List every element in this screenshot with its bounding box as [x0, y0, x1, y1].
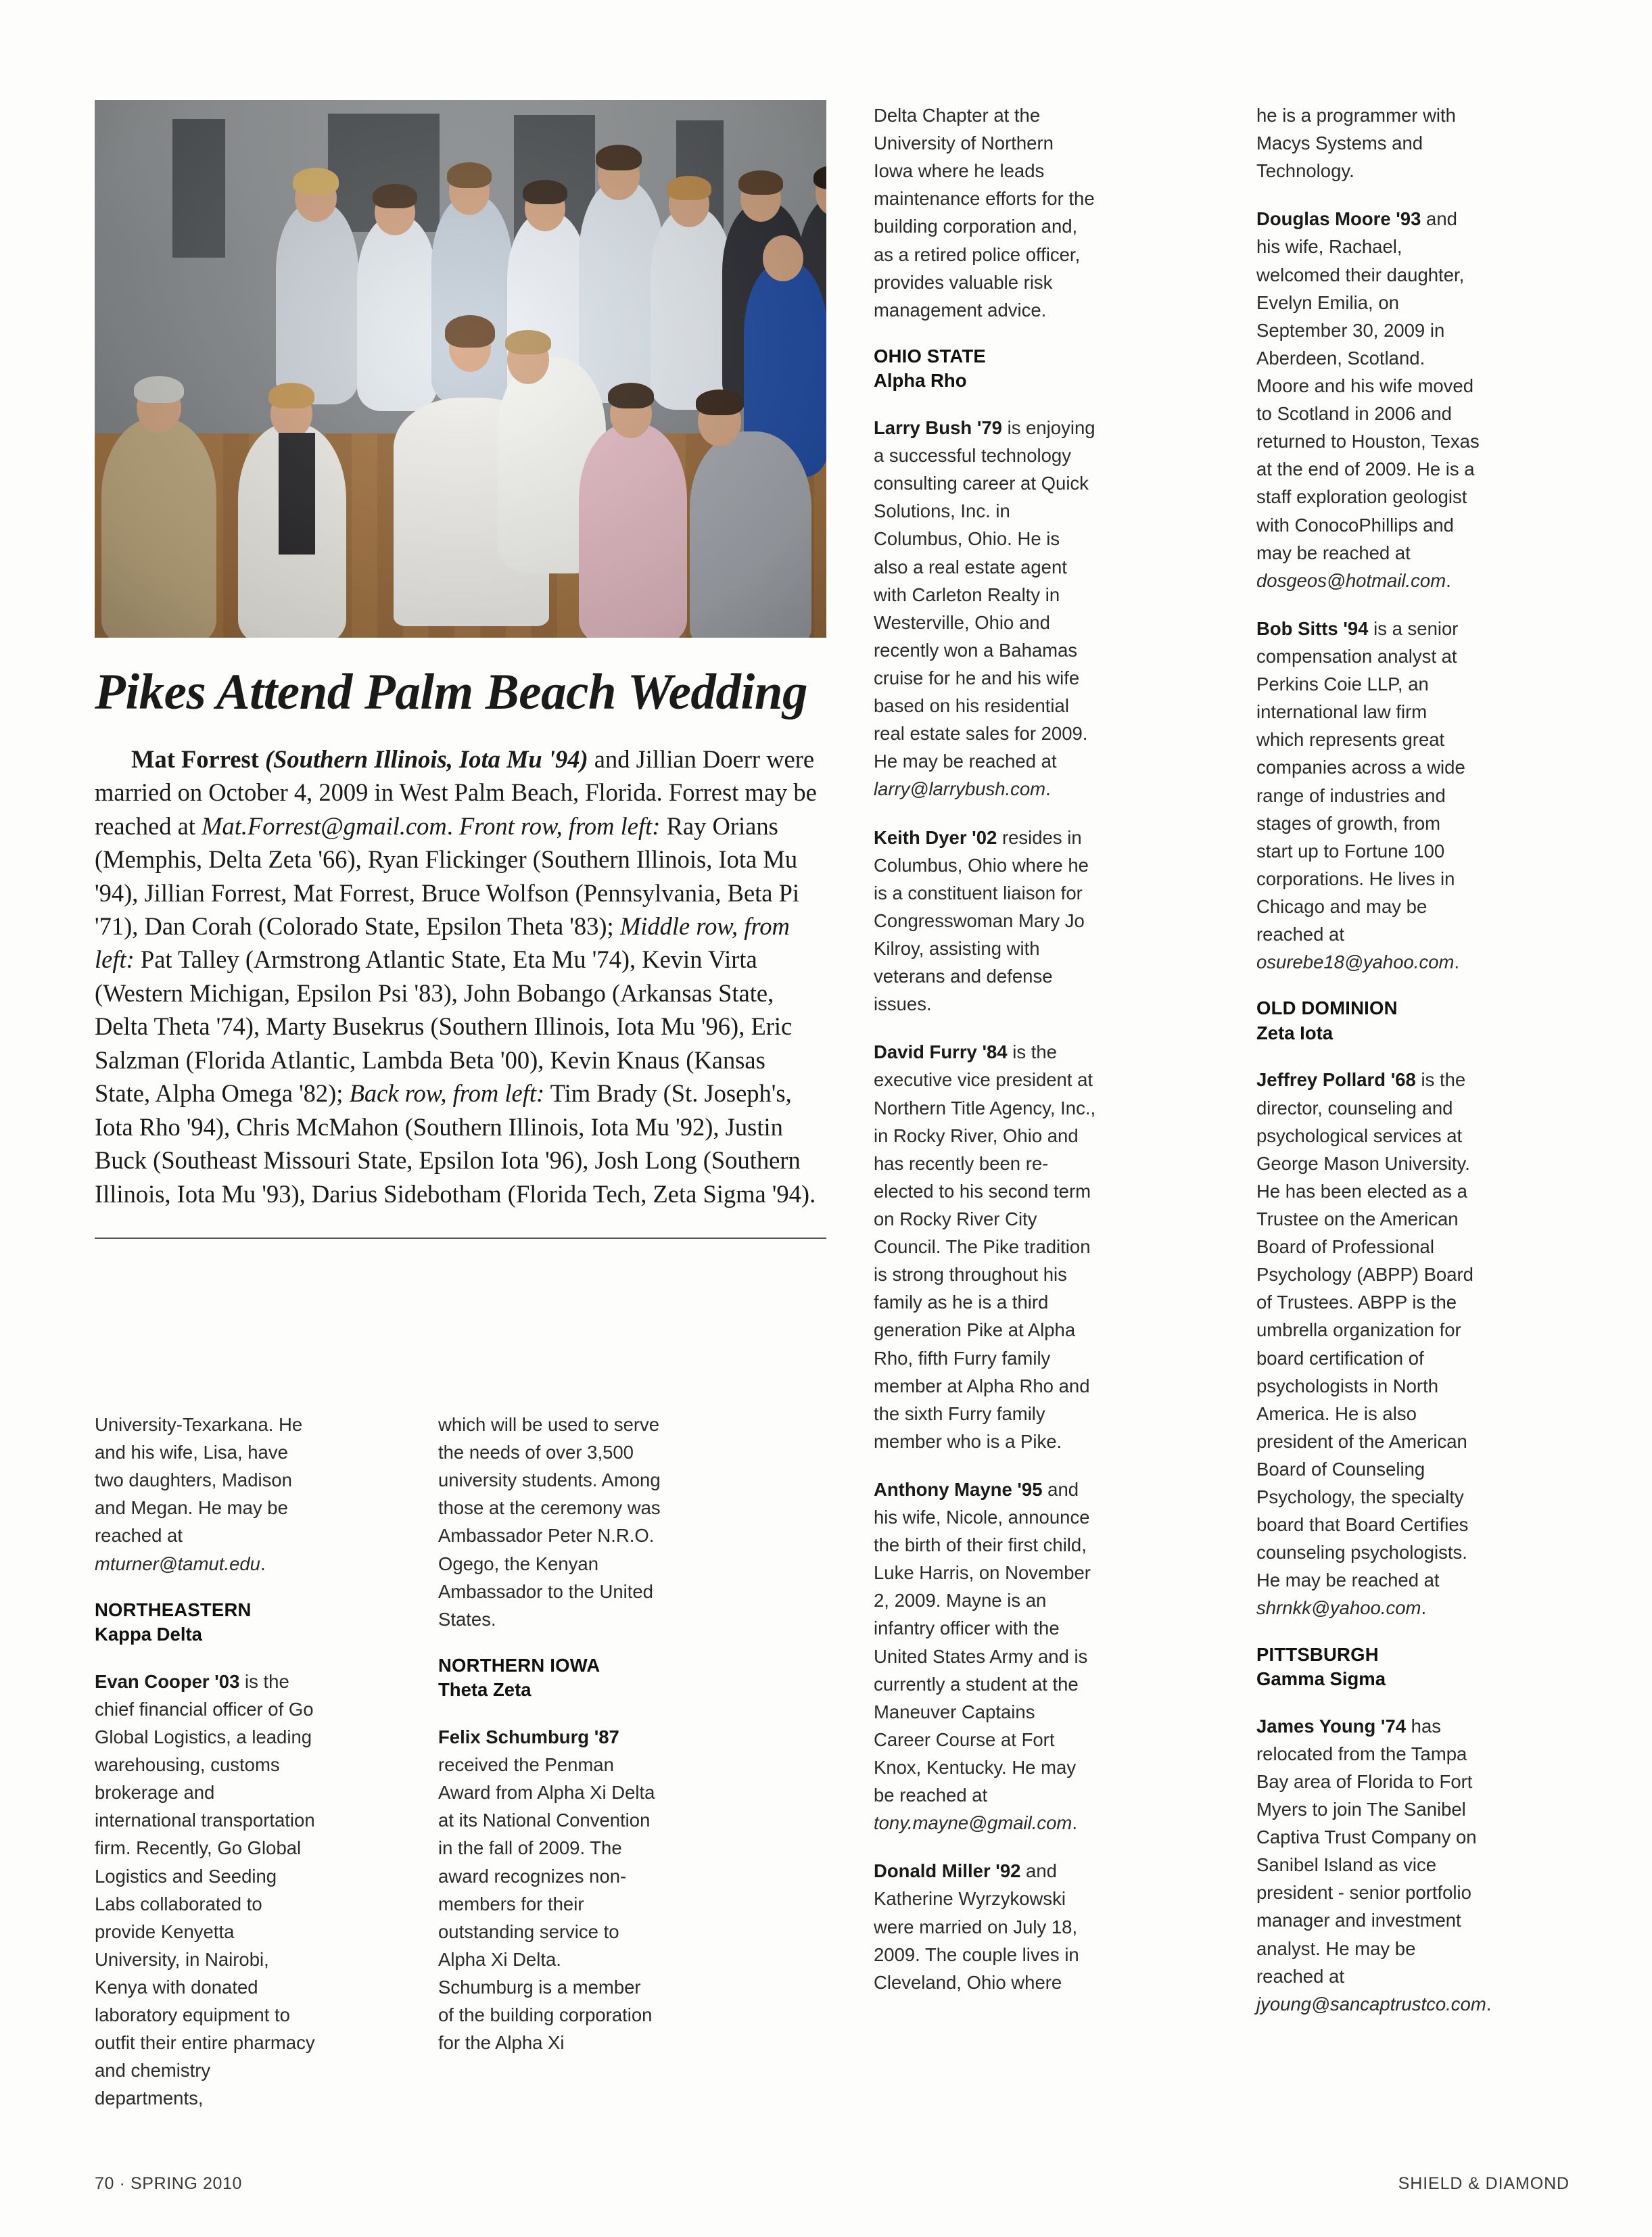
- feature-article: [95, 100, 826, 1239]
- section-divider: [95, 1238, 826, 1239]
- entry-jeffrey-pollard: [1256, 1066, 1480, 1622]
- caption-front-row-label: Front row, from left:: [459, 811, 661, 840]
- entry-name: Donald Miller '92: [874, 1860, 1021, 1882]
- chapter-greek: Zeta Iota: [1256, 1022, 1334, 1043]
- continuation-paragraph: he is a programmer with Macys Systems and Technology.: [1256, 105, 1456, 182]
- entry-donald-miller: [874, 1857, 1097, 1996]
- caption-back-row: Tim Brady (St. Joseph's, Iota Rho '94), Chris McMahon (Southern Illinois, Iota Mu '92), Justin Buck (Southeast Missouri State, Epsilon Iota '96), Josh Long (Southern Illinois, Iota Mu '93), Darius Sidebotham (Florida Tech, Zeta Sigma '94).: [95, 1079, 816, 1208]
- wedding-group-photo: [95, 100, 826, 638]
- entry-name: Felix Schumburg '87: [438, 1726, 619, 1747]
- entry-email: osurebe18@yahoo.com: [1256, 951, 1455, 973]
- entry-email: larry@larrybush.com: [874, 778, 1046, 800]
- continuation-email: mturner@tamut.edu: [95, 1553, 260, 1574]
- photo-vignette: [95, 100, 826, 638]
- chapter-school: NORTHEASTERN: [95, 1599, 252, 1620]
- entry-body: is a senior compensation analyst at Perkins Coie LLP, an international law firm which represents great companies across a wide range of industries and stages of growth, from start up to Fortune 100 corporations. He lives in Chicago and may be reached at: [1256, 617, 1465, 945]
- chapter-school: OHIO STATE: [874, 345, 986, 367]
- caption-lead-chapter: (Southern Illinois, Iota Mu '94): [264, 745, 588, 773]
- entry-anthony-mayne: [874, 1476, 1097, 1837]
- footer-publication: SHIELD & DIAMOND: [1398, 2174, 1570, 2193]
- continuation-paragraph: [95, 1411, 318, 1578]
- entry-name: Bob Sitts '94: [1256, 617, 1369, 639]
- column-two: [438, 1411, 661, 2056]
- entry-body: resides in Columbus, Ohio where he is a constituent liaison for Congresswoman Mary Jo Kilroy, assisting with veterans and defense issues.: [874, 826, 1089, 1015]
- entry-bob-sitts: [1256, 615, 1480, 976]
- entry-name: Jeffrey Pollard '68: [1256, 1069, 1416, 1091]
- entry-email: shrnkk@yahoo.com: [1256, 1597, 1421, 1619]
- footer-page-number: 70 · SPRING 2010: [95, 2174, 243, 2193]
- entry-body: received the Penman Award from Alpha Xi Delta at its National Convention in the fall of 2009. The award recognizes non-members for their outstanding service to Alpha Xi Delta. Schumburg is a member of the building corporation for the Alpha Xi: [438, 1754, 655, 2054]
- caption-lead-rest: and Jillian Doerr were married on October 4, 2009 in West Palm Beach, Florida. Forrest may be reached at: [95, 745, 817, 840]
- entry-name: David Furry '84: [874, 1041, 1008, 1063]
- continuation-paragraph: which will be used to serve the needs of over 3,500 university students. Among those at the ceremony was Ambassador Peter N.R.O. Ogego, the Kenyan Ambassador to the United States.: [438, 1414, 661, 1630]
- caption-back-row-label: Back row, from left:: [349, 1079, 545, 1108]
- column-three: [874, 101, 1097, 1996]
- entry-name: Douglas Moore '93: [1256, 208, 1421, 230]
- column-one: [95, 1411, 318, 2113]
- chapter-school: PITTSBURGH: [1256, 1643, 1379, 1665]
- entry-evan-cooper: [95, 1668, 318, 2113]
- entry-email: tony.mayne@gmail.com: [874, 1812, 1072, 1834]
- photo-caption: Mat Forrest (Southern Illinois, Iota Mu '94) and Jillian Doerr were married on October 4, 2009 in West Palm Beach, Florida. Forrest may be reached at Mat.Forrest@gmail.com. Front row, from left: Ray Orians (Memphis, Delta Zeta '66), Ryan Flickinger (Southern Illinois, Iota Mu '94), Jillian Forrest, Mat Forrest, Bruce Wolfson (Pennsylvania, Beta Pi '71), Dan Corah (Colorado State, Epsilon Theta '83); Middle row, from left: Pat Talley (Armstrong Atlantic State, Eta Mu '74), Kevin Virta (Western Michigan, Epsilon Psi '83), John Bobango (Arkansas State, Delta Theta '74), Marty Busekrus (Southern Illinois, Iota Mu '96), Eric Salzman (Florida Atlantic, Lambda Beta '00), Kevin Knaus (Kansas State, Alpha Omega '82); Back row, from left: Tim Brady (St. Joseph's, Iota Rho '94), Chris McMahon (Southern Illinois, Iota Mu '92), Justin Buck (Southeast Missouri State, Epsilon Iota '96), Josh Long (Southern Illinois, Iota Mu '93), Darius Sidebotham (Florida Tech, Zeta Sigma '94).: [95, 745, 817, 1208]
- entry-body: is the executive vice president at Northern Title Agency, Inc., in Rocky River, Ohio and has recently been re-elected to his second term on Rocky River City Council. The Pike tradition is strong throughout his family as he is a third generation Pike at Alpha Rho, fifth Furry family member at Alpha Rho and the sixth Furry family member who is a Pike.: [874, 1041, 1096, 1452]
- chapter-school: NORTHERN IOWA: [438, 1654, 600, 1676]
- continuation-paragraph: Delta Chapter at the University of Northern Iowa where he leads maintenance efforts for the building corporation and, as a retired police officer, provides valuable risk management advice.: [874, 105, 1095, 321]
- chapter-greek: Theta Zeta: [438, 1679, 532, 1701]
- entry-body: and his wife, Nicole, announce the birth of their first child, Luke Harris, on November 2, 2009. Mayne is an infantry officer with the United States Army and is currently a student at the Maneuver Captains Career Course at Fort Knox, Kentucky. He may be reached at: [874, 1478, 1091, 1806]
- entry-body: is the director, counseling and psychological services at George Mason University. He has been elected as a Trustee on the American Board of Professional Psychology (ABPP) Board of Trustees. ABPP is the umbrella organization for board certification of psychologists in North America. He is also president of the American Board of Counseling Psychology, the specialty board that Board Certifies counseling psychologists. He may be reached at: [1256, 1069, 1473, 1591]
- entry-body: is the chief financial officer of Go Global Logistics, a leading warehousing, customs brokerage and international transportation firm. Recently, Go Global Logistics and Seeding Labs collaborated to provide Kenyetta University, in Nairobi, Kenya with donated laboratory equipment to outfit their entire pharmacy and chemistry departments,: [95, 1670, 315, 2109]
- entry-name: Anthony Mayne '95: [874, 1478, 1043, 1500]
- entry-body-end: .: [1486, 1993, 1492, 2015]
- entry-body: and Katherine Wyrzykowski were married on July 18, 2009. The couple lives in Cleveland, Ohio where: [874, 1860, 1079, 1993]
- entry-body-end: .: [1421, 1597, 1427, 1619]
- caption-middle-row: Pat Talley (Armstrong Atlantic State, Eta Mu '74), Kevin Virta (Western Michigan, Epsilon Psi '83), John Bobango (Arkansas State, Delta Theta '74), Marty Busekrus (Southern Illinois, Iota Mu '96), Eric Salzman (Florida Atlantic, Lambda Beta '00), Kevin Knaus (Kansas State, Alpha Omega '82);: [95, 945, 793, 1108]
- entry-larry-bush: [874, 414, 1097, 803]
- entry-name: Keith Dyer '02: [874, 826, 997, 848]
- chapter-heading-northeastern: [95, 1598, 318, 1647]
- entry-felix-schumburg: [438, 1723, 661, 2056]
- entry-james-young: [1256, 1712, 1492, 2018]
- entry-body-end: .: [1045, 778, 1051, 800]
- entry-body: is enjoying a successful technology consulting career at Quick Solutions, Inc. in Columbus, Ohio. He is also a real estate agent with Carleton Realty in Westerville, Ohio and recently won a Bahamas cruise for he and his wife based on his residential real estate sales for 2009. He may be reached at: [874, 417, 1095, 772]
- entry-keith-dyer: [874, 824, 1097, 1018]
- caption-front-row: Ray Orians (Memphis, Delta Zeta '66), Ryan Flickinger (Southern Illinois, Iota Mu '94), Jillian Forrest, Mat Forrest, Bruce Wolfson (Pennsylvania, Beta Pi '71), Dan Corah (Colorado State, Epsilon Theta '83);: [95, 811, 800, 941]
- entry-body-end: .: [1072, 1812, 1077, 1834]
- entry-body-end: .: [1446, 569, 1451, 591]
- entry-body-end: .: [1454, 951, 1460, 973]
- column-four: [1256, 101, 1492, 2018]
- entry-david-furry: [874, 1038, 1097, 1455]
- continuation-period: .: [260, 1553, 266, 1574]
- page-title: Pikes Attend Palm Beach Wedding: [95, 664, 807, 720]
- chapter-greek: Alpha Rho: [874, 370, 967, 392]
- chapter-heading-northern-iowa: [438, 1653, 661, 1703]
- chapter-greek: Kappa Delta: [95, 1624, 202, 1645]
- chapter-school: OLD DOMINION: [1256, 997, 1398, 1019]
- entry-name: James Young '74: [1256, 1715, 1407, 1737]
- chapter-greek: Gamma Sigma: [1256, 1668, 1386, 1690]
- chapter-heading-pittsburgh: [1256, 1643, 1480, 1692]
- entry-name: Larry Bush '79: [874, 417, 1002, 438]
- caption-middle-row-label: Middle row, from left:: [95, 912, 790, 974]
- entry-name: Evan Cooper '03: [95, 1670, 240, 1692]
- caption-lead-email: Mat.Forrest@gmail.com: [202, 811, 447, 840]
- continuation-text: University-Texarkana. He and his wife, Lisa, have two daughters, Madison and Megan. He may be reached at: [95, 1414, 303, 1547]
- entry-body: has relocated from the Tampa Bay area of Florida to Fort Myers to join The Sanibel Captiva Trust Company on Sanibel Island as vice president - senior portfolio manager and investment analyst. He may be reached at: [1256, 1715, 1477, 1987]
- chapter-heading-ohio-state: [874, 344, 1097, 394]
- caption-lead-name: Mat Forrest: [131, 745, 259, 773]
- entry-douglas-moore: [1256, 205, 1480, 594]
- entry-email: dosgeos@hotmail.com: [1256, 569, 1446, 591]
- entry-body: and his wife, Rachael, welcomed their daughter, Evelyn Emilia, on September 30, 2009 in Aberdeen, Scotland. Moore and his wife moved to Scotland in 2006 and returned to Houston, Texas at the end of 2009. He is a staff exploration geologist with ConocoPhillips and may be reached at: [1256, 208, 1480, 563]
- entry-email: jyoung@sancaptrustco.com: [1256, 1993, 1486, 2015]
- chapter-heading-old-dominion: [1256, 996, 1480, 1045]
